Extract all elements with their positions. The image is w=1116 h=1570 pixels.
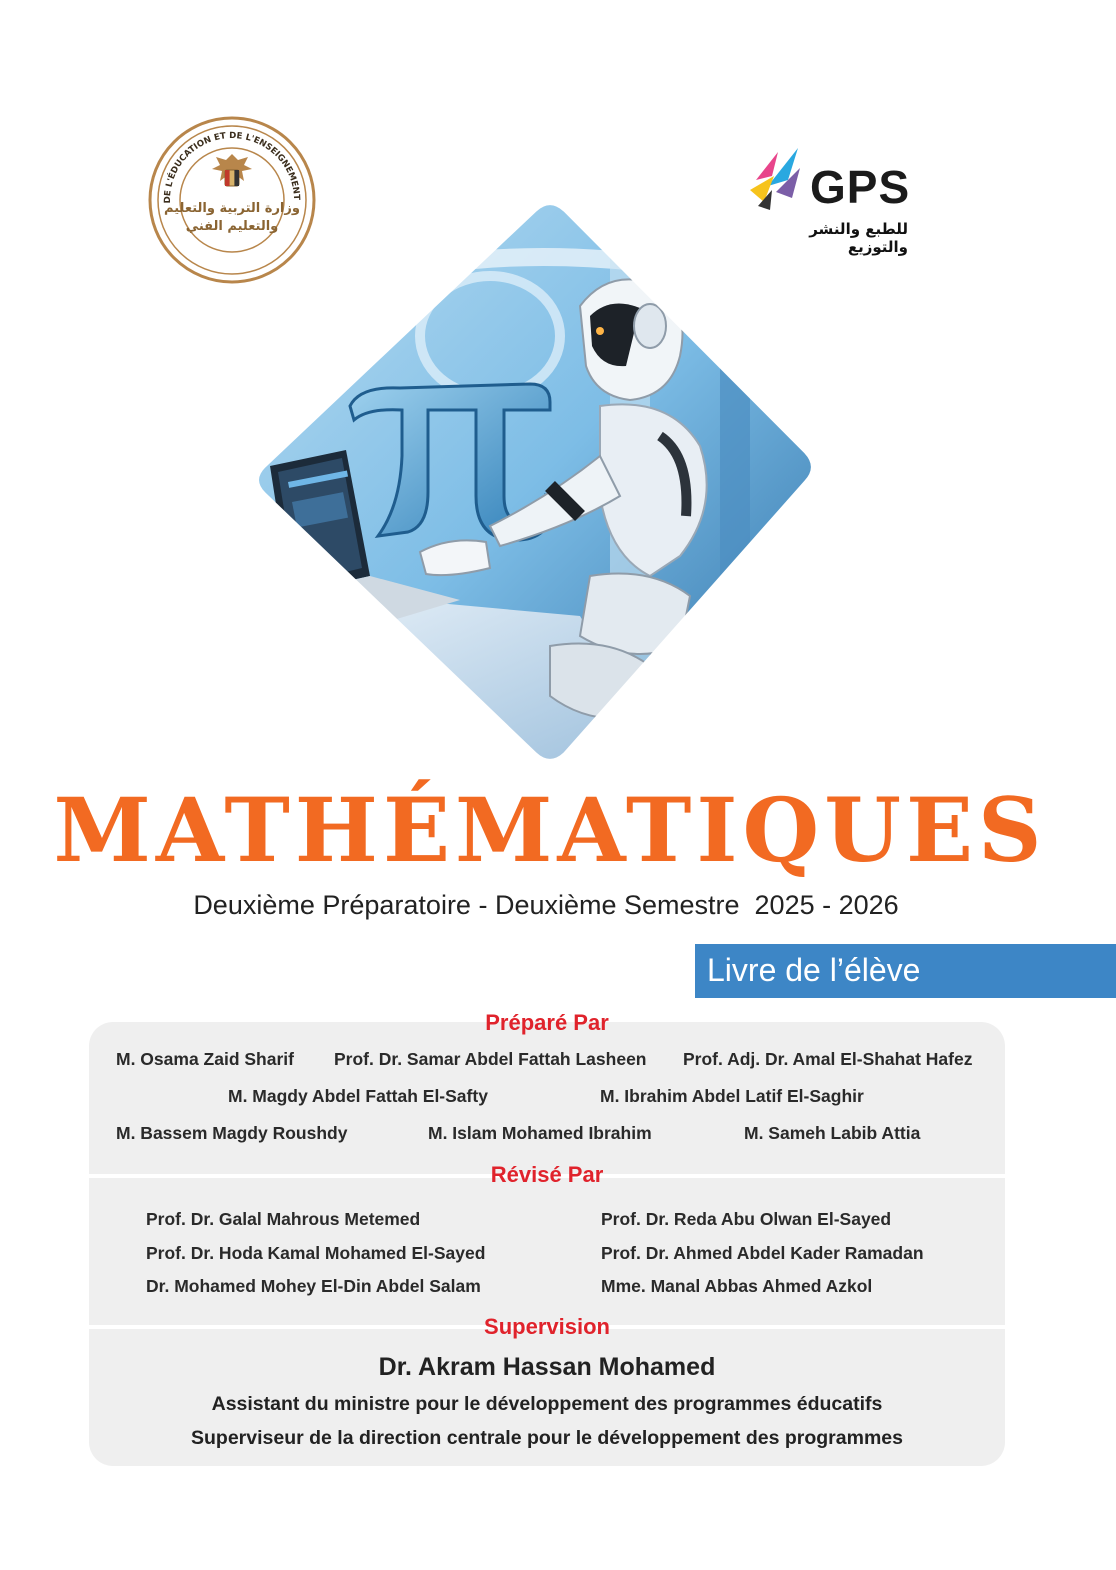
prepared-author: M. Ibrahim Abdel Latif El-Saghir xyxy=(600,1086,864,1106)
robot-laptop-pi-illustration xyxy=(250,196,820,768)
publisher-name: GPS xyxy=(810,161,911,213)
seal-outer-text: DE L'ÉDUCATION ET DE L'ENSEIGNEMENT xyxy=(162,130,302,204)
prepared-author: M. Sameh Labib Attia xyxy=(744,1123,921,1143)
reviewer: Prof. Dr. Galal Mahrous Metemed xyxy=(146,1209,421,1229)
book-type-tag: Livre de l’élève xyxy=(695,944,1116,998)
reviewer: Dr. Mohamed Mohey El-Din Abdel Salam xyxy=(146,1276,481,1296)
supervisor-role: Superviseur de la direction centrale pour le développement des programmes xyxy=(191,1427,903,1449)
publisher-tagline: للطبع والنشر والتوزيع xyxy=(809,220,908,256)
supervisor-name: Dr. Akram Hassan Mohamed xyxy=(378,1353,716,1381)
reviewer: Prof. Dr. Ahmed Abdel Kader Ramadan xyxy=(601,1243,924,1263)
prepared-author: M. Osama Zaid Sharif xyxy=(116,1049,294,1069)
cover-title: MATHÉMATIQUES xyxy=(53,778,1047,882)
prepared-author: Prof. Adj. Dr. Amal El-Shahat Hafez xyxy=(683,1049,973,1069)
seal-arabic-line1: وزارة التربية والتعليم xyxy=(164,201,300,216)
prepared-author: Prof. Dr. Samar Abdel Fattah Lasheen xyxy=(334,1049,647,1069)
reviewer: Prof. Dr. Reda Abu Olwan El-Sayed xyxy=(601,1209,892,1229)
reviewer: Mme. Manal Abbas Ahmed Azkol xyxy=(601,1276,873,1296)
prepared-author: M. Islam Mohamed Ibrahim xyxy=(428,1123,652,1143)
prepared-heading: Préparé Par xyxy=(485,1010,609,1035)
reviewer: Prof. Dr. Hoda Kamal Mohamed El-Sayed xyxy=(146,1243,486,1263)
prepared-author: M. Magdy Abdel Fattah El-Safty xyxy=(228,1086,488,1106)
cover-illustration xyxy=(250,196,820,768)
cover-subtitle: Deuxième Préparatoire - Deuxième Semestre 2025 - 2026 xyxy=(193,890,899,920)
prepared-author: M. Bassem Magdy Roushdy xyxy=(116,1123,348,1143)
supervision-heading: Supervision xyxy=(484,1314,610,1339)
supervisor-role: Assistant du ministre pour le développement des programmes éducatifs xyxy=(211,1393,883,1415)
seal-arabic-line2: والتعليم الفني xyxy=(185,219,279,234)
revised-heading: Révisé Par xyxy=(490,1162,604,1187)
